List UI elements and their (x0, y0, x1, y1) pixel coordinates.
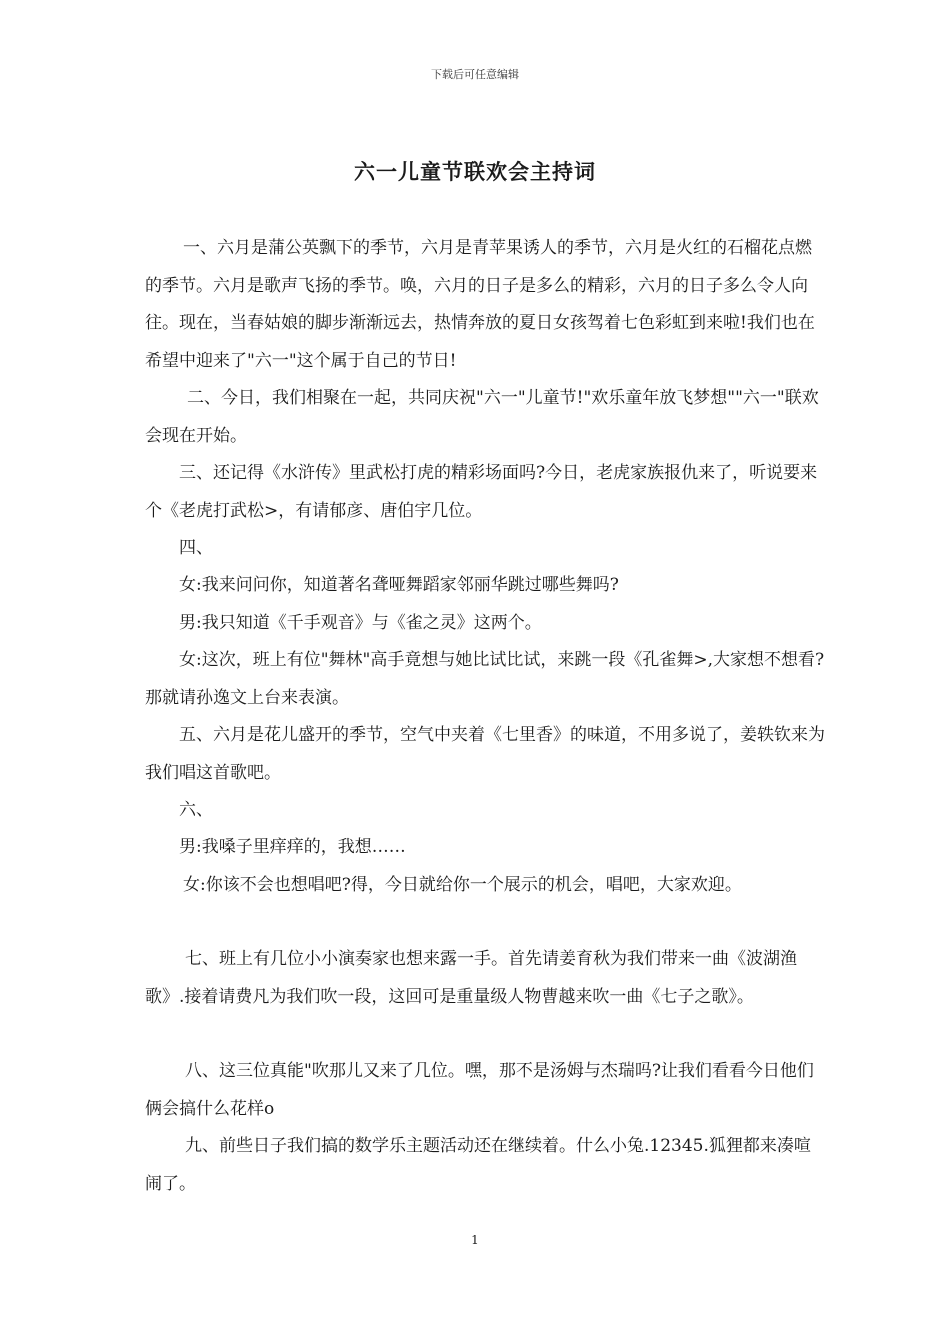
paragraph-2: 二、今日，我们相聚在一起，共同庆祝"六一"儿童节!"欢乐童年放飞梦想""六一"联欢会现在开始。 (145, 388, 819, 446)
paragraph-4: 四、 (179, 538, 213, 558)
paragraph-6: 男:我只知道《千手观音》与《雀之灵》这两个。 (179, 613, 542, 633)
document-title: 六一儿童节联欢会主持词 (354, 159, 596, 184)
paragraph-5: 女:我来问问你，知道著名聋哑舞蹈家邻丽华跳过哪些舞吗? (179, 575, 619, 595)
paragraph-8: 五、六月是花儿盛开的季节，空气中夹着《七里香》的味道，不用多说了，姜轶钦来为我们唱这首歌吧。 (145, 725, 825, 783)
paragraph-13: 八、这三位真能"吹那儿又来了几位。嘿，那不是汤姆与杰瑞吗?让我们看看今日他们俩会搞什么花样o (145, 1061, 814, 1119)
paragraph-1: 一、六月是蒲公英飘下的季节，六月是青苹果诱人的季节，六月是火红的石榴花点燃的季节。六月是歌声飞扬的季节。唤，六月的日子是多么的精彩，六月的日子多么令人向往。现在，当春姑娘的脚步渐渐远去，热情奔放的夏日女孩驾着七色彩虹到来啦!我们也在希望中迎来了"六一"这个属于自己的节日! (145, 238, 815, 371)
paragraph-14: 九、前些日子我们搞的数学乐主题活动还在继续着。什么小兔.12345.狐狸都来凑喧闹了。 (145, 1136, 811, 1194)
paragraph-9: 六、 (179, 800, 213, 820)
paragraph-11: 女:你该不会也想唱吧?得，今日就给你一个展示的机会，唱吧，大家欢迎。 (183, 875, 742, 895)
paragraph-3: 三、还记得《水浒传》里武松打虎的精彩场面吗?今日，老虎家族报仇来了，听说要来个《老虎打武松>，有请郁彦、唐伯宇几位。 (145, 463, 818, 521)
paragraph-10: 男:我嗓子里痒痒的，我想…… (179, 837, 406, 857)
paragraph-12: 七、班上有几位小小演奏家也想来露一手。首先请姜育秋为我们带来一曲《波湖渔歌》.接着请费凡为我们吹一段，这回可是重量级人物曹越来吹一曲《七子之歌》。 (145, 949, 797, 1007)
page-number: 1 (471, 1233, 479, 1247)
header-note: 下载后可任意编辑 (431, 68, 519, 81)
paragraph-7: 女:这次，班上有位"舞林"高手竟想与她比试比试，来跳一段《孔雀舞>,大家想不想看?那就请孙逸文上台来表演。 (145, 650, 825, 708)
